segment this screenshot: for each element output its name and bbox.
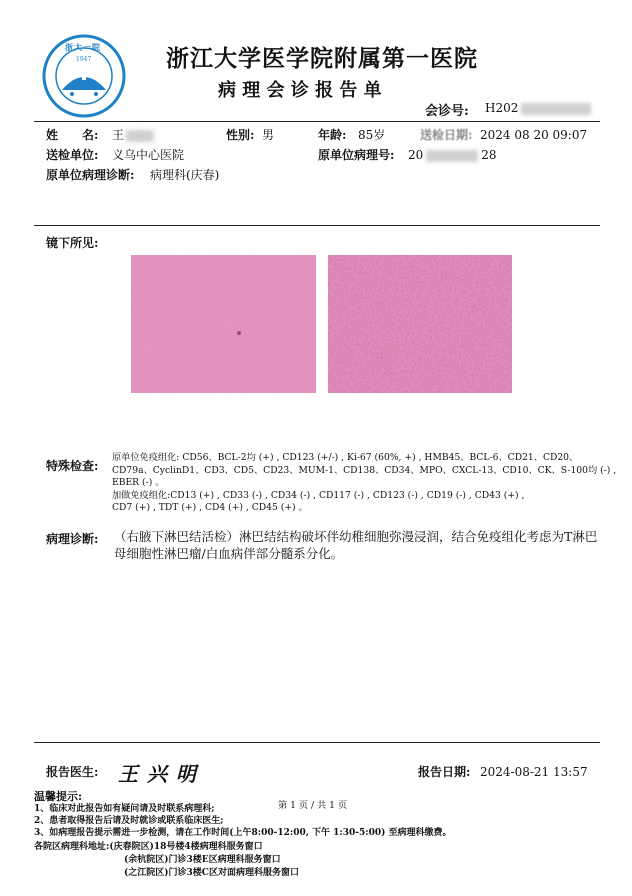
ihc-line: CD79a、CyclinD1、CD3、CD5、CD23、MUM-1、CD138、CD34、MPO、CXCL-13、CD10、CK、S-100均 (-) , [112,464,617,476]
logo-year: 1947 [76,56,92,63]
age-label: 年龄: [318,128,347,142]
doctor-signature: 王 兴 明 [118,762,197,786]
micrograph-high-power [328,255,512,393]
diagnosis-line: 母细胞性淋巴瘤/白血病伴部分髓系分化。 [114,546,344,561]
diagnosis-label: 病理诊断: [46,532,99,546]
ihc-line: EBER (-) 。 [112,477,165,489]
ihc-line: 原单位免疫组化: CD56、BCL-2均 (+) , CD123 (+/-) , Ki-67 (60%, +) , HMB45、BCL-6、CD21、CD20、 [112,452,579,463]
sex-label: 性别: [226,128,255,142]
address-item: (之江院区)门诊3楼C区对面病理科服务窗口 [124,868,299,878]
micrograph-low-power [131,255,316,393]
logo-text: 浙大一院 [65,42,101,52]
name-value: 王 [112,128,154,143]
hospital-logo [42,34,126,118]
address-block [34,841,299,880]
orig-diag-label: 原单位病理诊断: [46,168,135,182]
tip-item: 3、如病理报告提示需进一步检测，请在工作时间(上午8:00-12:00, 下午 1:30-5:00) 至病理科缴费。 [34,828,452,838]
tip-item: 2、患者取得报告后请及时就诊或联系临床医生; [34,816,224,826]
info-divider [34,225,600,226]
tips-title: 温馨提示: [34,790,83,803]
sending-unit-label: 送检单位: [46,148,99,162]
doctor-label: 报告医生: [46,765,99,779]
address-item: (庆春院区)18号楼4楼病理科服务窗口 [109,842,263,852]
address-label: 各院区病理科地址: [34,842,110,852]
ihc-line: CD7 (+) , TDT (+) , CD4 (+) , CD45 (+) 。 [112,502,308,514]
orig-diag-value: 病理科(庆春) [150,168,220,182]
report-title: 病 理 会 诊 报 告 单 [218,80,382,101]
sex-value: 男 [262,128,275,142]
footer-divider [34,742,600,743]
age-value: 85岁 [358,128,386,142]
address-item: (余杭院区)门诊3楼E区病理科服务窗口 [124,855,281,865]
page-info: 第 1 页 / 共 1 页 [278,800,348,811]
sending-unit-value: 义乌中心医院 [112,148,185,162]
special-exam-label: 特殊检查: [46,459,99,473]
report-date-value: 2024-08-21 13:57 [480,765,588,779]
ihc-line: 加做免疫组化:CD13 (+) , CD33 (-) , CD34 (-) , CD117 (-) , CD123 (-) , CD19 (-) , CD43 (+) , [112,489,525,501]
report-date-label: 报告日期: [418,765,471,779]
diagnosis-line: （右腋下淋巴结活检）淋巴结结构破坏伴幼稚细胞弥漫浸润，结合免疫组化考虑为T淋巴 [114,529,598,544]
microscopy-label: 镜下所见: [46,236,99,250]
special-exam-text [112,452,617,515]
diagnosis-text [114,528,604,562]
top-divider [34,121,600,122]
hospital-name: 浙江大学医学院附属第一医院 [166,45,478,72]
tip-item: 1、临床对此报告如有疑问请及时联系病理科; [34,804,215,814]
orig-path-no-value: 20 28 [408,148,497,162]
consult-no-value: H202 [485,101,591,115]
send-date-label: 送检日期: [420,128,473,142]
consult-no-label: 会诊号: [425,104,469,119]
orig-path-no-label: 原单位病理号: [318,148,395,162]
name-label: 姓 名: [46,128,99,142]
send-date-value: 2024 08 20 09:07 [480,128,588,142]
tips-list [34,803,451,839]
